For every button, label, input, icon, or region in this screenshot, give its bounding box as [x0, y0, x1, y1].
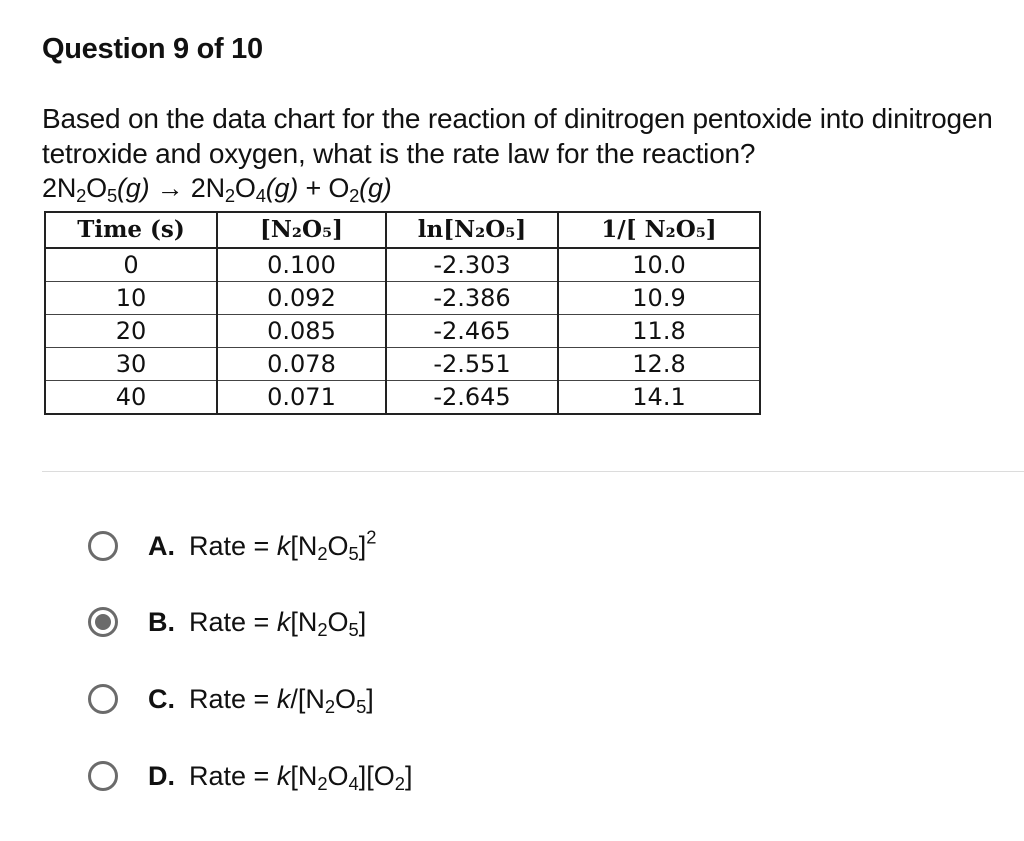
- table-row: [45, 315, 760, 348]
- option-text-b: [189, 607, 366, 638]
- product-subscript: 2: [224, 185, 235, 207]
- answer-option-c[interactable]: [88, 679, 374, 719]
- option-text-c: [189, 684, 374, 715]
- plus-sign: +: [298, 173, 329, 203]
- formula-subscript: 2: [317, 618, 328, 640]
- formula-subscript: 2: [324, 695, 336, 717]
- table-header-time: Time (s): [45, 212, 217, 248]
- table-cell: 30: [45, 348, 217, 381]
- table-cell: 0.085: [217, 315, 386, 348]
- table-row: [45, 381, 760, 415]
- table-cell: 0: [45, 248, 217, 282]
- formula-subscript: 4: [348, 772, 359, 794]
- option-prefix: Rate =: [189, 683, 277, 714]
- table-cell: 20: [45, 315, 217, 348]
- formula-part: O: [327, 606, 349, 637]
- product-state: (g): [359, 173, 392, 203]
- table-cell: -2.303: [386, 248, 558, 282]
- option-text-d: [189, 761, 413, 792]
- formula-part: O: [327, 760, 349, 791]
- option-prefix: Rate =: [189, 606, 277, 637]
- data-table: [44, 211, 761, 415]
- formula-subscript: 2: [317, 542, 328, 564]
- radio-button-a[interactable]: [88, 531, 118, 561]
- product-state: (g): [265, 173, 299, 203]
- formula-part: [N: [290, 760, 318, 791]
- formula-subscript: 5: [348, 618, 359, 640]
- radio-button-c[interactable]: [88, 684, 118, 714]
- formula-subscript: 5: [356, 695, 367, 717]
- table-cell: 10.9: [558, 282, 760, 315]
- rate-constant: k: [276, 530, 291, 561]
- table-cell: 10.0: [558, 248, 760, 282]
- option-letter-b: B.: [148, 606, 175, 637]
- table-cell: 40: [45, 381, 217, 415]
- rate-constant: k: [276, 683, 291, 714]
- reactant-coefficient: 2N: [42, 173, 77, 203]
- option-text-a: [189, 526, 377, 564]
- table-cell: 12.8: [558, 348, 760, 381]
- formula-part: ]: [358, 530, 367, 561]
- table-cell: -2.551: [386, 348, 558, 381]
- table-cell: -2.645: [386, 381, 558, 415]
- rate-constant: k: [276, 760, 291, 791]
- reactant-state: (g): [116, 173, 150, 203]
- option-letter-d: D.: [148, 760, 175, 791]
- table-cell: -2.465: [386, 315, 558, 348]
- formula-exponent: 2: [366, 526, 377, 548]
- answer-option-a[interactable]: [88, 526, 377, 566]
- product-oxygen: O: [234, 173, 256, 203]
- formula-part: ][O: [358, 760, 395, 791]
- table-header-ln-concentration: ln[N₂O₅]: [386, 212, 558, 248]
- reactant-oxygen: O: [86, 173, 107, 203]
- option-letter-c: C.: [148, 683, 175, 714]
- table-cell: 0.078: [217, 348, 386, 381]
- reaction-arrow: →: [149, 173, 191, 203]
- radio-button-b[interactable]: [88, 607, 118, 637]
- answer-option-b[interactable]: [88, 602, 366, 642]
- formula-part: O: [327, 530, 349, 561]
- section-divider: [42, 471, 1024, 472]
- formula-part: ]: [358, 606, 367, 637]
- rate-constant: k: [276, 606, 291, 637]
- formula-subscript: 5: [348, 542, 359, 564]
- formula-part: [N: [290, 530, 318, 561]
- question-text: Based on the data chart for the reaction of dinitrogen pentoxide into dinitrogen tetroxide and oxygen, what is the rate law for the reaction?: [42, 103, 993, 169]
- formula-part: ]: [405, 760, 413, 791]
- table-header-inverse-concentration: 1/[ N₂O₅]: [558, 212, 760, 248]
- table-cell: 14.1: [558, 381, 760, 415]
- option-prefix: Rate =: [189, 760, 277, 791]
- radio-button-d[interactable]: [88, 761, 118, 791]
- table-cell: 11.8: [558, 315, 760, 348]
- table-header-concentration: [N₂O₅]: [217, 212, 386, 248]
- formula-subscript: 2: [317, 772, 328, 794]
- formula-subscript: 2: [394, 772, 405, 794]
- table-cell: -2.386: [386, 282, 558, 315]
- product-subscript: 4: [255, 185, 266, 207]
- product-subscript: 2: [349, 185, 360, 207]
- table-header-row: [45, 212, 760, 248]
- table-cell: 10: [45, 282, 217, 315]
- reaction-equation: [42, 172, 392, 207]
- reactant-subscript: 2: [76, 185, 87, 207]
- radio-dot: [95, 614, 111, 630]
- formula-part: O: [335, 683, 357, 714]
- table-cell: 0.092: [217, 282, 386, 315]
- table-row: [45, 248, 760, 282]
- product-oxygen: O: [328, 173, 350, 203]
- reactant-subscript: 5: [106, 185, 117, 207]
- formula-part: [N: [290, 606, 318, 637]
- table-cell: 0.071: [217, 381, 386, 415]
- table-row: [45, 282, 760, 315]
- table-cell: 0.100: [217, 248, 386, 282]
- option-prefix: Rate =: [189, 530, 277, 561]
- formula-part: /[N: [290, 683, 325, 714]
- table-row: [45, 348, 760, 381]
- product-coefficient: 2N: [190, 173, 225, 203]
- option-letter-a: A.: [148, 530, 175, 561]
- answer-option-d[interactable]: [88, 756, 413, 796]
- question-header: Question 9 of 10: [42, 33, 263, 65]
- formula-part: ]: [366, 683, 374, 714]
